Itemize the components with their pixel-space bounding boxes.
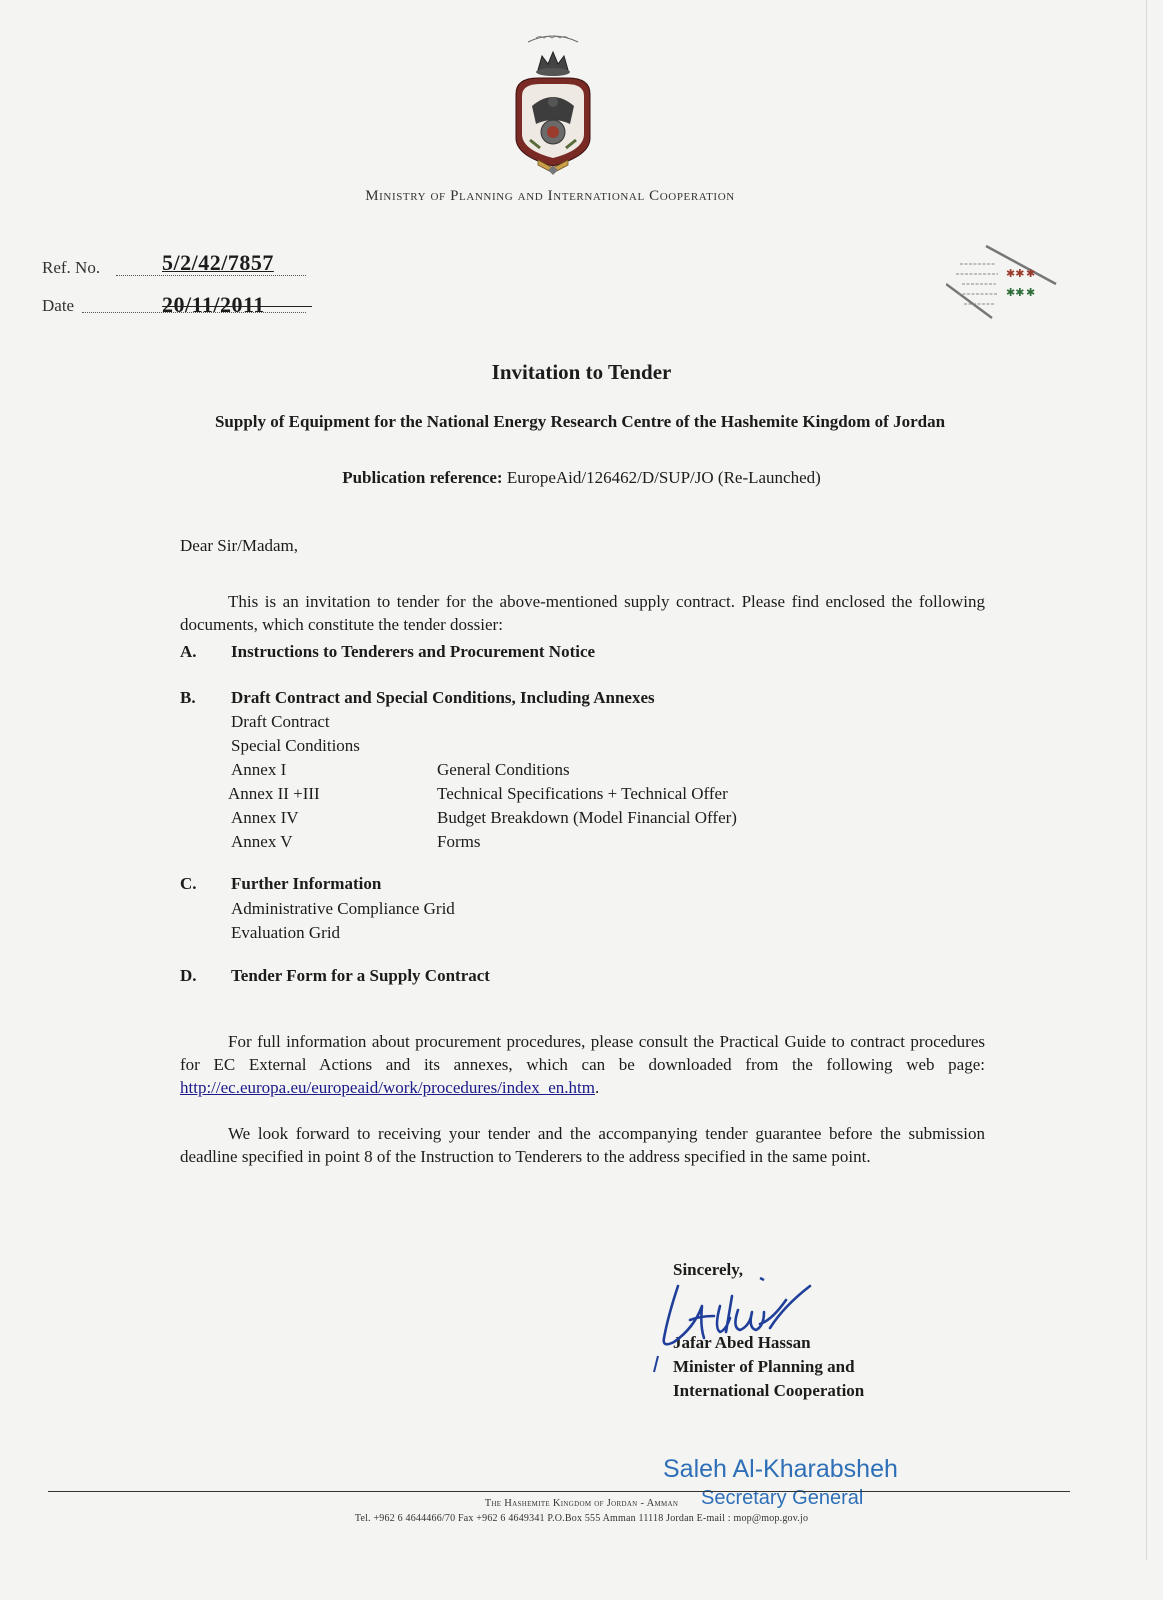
annex-description: Forms (437, 832, 481, 851)
annex-description: General Conditions (437, 760, 570, 779)
annex-name: Annex I (231, 760, 287, 779)
page-edge-shadow (1146, 0, 1147, 1560)
ref-number-label: Ref. No. (42, 258, 101, 277)
section-b-letter: B. (180, 688, 196, 707)
date-underline (162, 306, 312, 307)
ministry-seal-stamp (946, 244, 1058, 320)
publication-reference-value: EuropeAid/126462/D/SUP/JO (Re-Launched) (506, 468, 821, 487)
procurement-info-paragraph: For full information about procurement procedures, please consult the Practical Guide to contract procedures for EC External Actions and its annexes, which can be downloaded from the following web page: http://ec.europa.eu/europeaid/work/procedures/index_en.htm. (180, 1032, 985, 1097)
secretary-stamp-title: Secretary General (701, 1487, 864, 1509)
handwritten-signature (660, 1276, 860, 1356)
footer-address: The Hashemite Kingdom of Jordan - Amman (484, 1498, 679, 1509)
section-b-item: Draft Contract (231, 712, 330, 731)
signatory-title-line2: International Cooperation (673, 1381, 865, 1400)
date-value: 20/11/2011 (162, 292, 265, 317)
svg-text:✱✱: ✱✱ (1006, 267, 1025, 280)
svg-text:✱: ✱ (1026, 286, 1036, 299)
closing-paragraph: We look forward to receiving your tender and the accompanying tender guarantee before the submission deadline specified in point 8 of the Instruction to Tenderers to the address specified in the same point. (180, 1124, 985, 1166)
section-d-letter: D. (180, 966, 197, 985)
annex-name: Annex V (231, 832, 293, 851)
procurement-info-text: For full information about procurement procedures, please consult the Practical Guide to contract procedures for EC External Actions and its annexes, which can be downloaded from the following web page: (180, 1032, 985, 1074)
section-a-title: Instructions to Tenderers and Procurement Notice (231, 642, 596, 661)
section-b-item: Special Conditions (231, 736, 360, 755)
section-c-title: Further Information (231, 874, 382, 893)
section-a-letter: A. (180, 642, 197, 661)
footer-contact: Tel. +962 6 4644466/70 Fax +962 6 4649341 P.O.Box 555 Amman 11118 Jordan E-mail : mop@mop.gov.jo (354, 1513, 809, 1524)
ink-mark (652, 1355, 660, 1373)
footer-divider (48, 1491, 1070, 1492)
closing-salutation: Sincerely, (673, 1260, 744, 1279)
annex-description: Budget Breakdown (Model Financial Offer) (437, 808, 737, 827)
section-c-item: Evaluation Grid (231, 923, 341, 942)
section-c-letter: C. (180, 874, 197, 893)
signatory-name: Jafar Abed Hassan (673, 1333, 811, 1352)
date-label: Date (42, 296, 75, 315)
svg-text:✱: ✱ (1026, 267, 1036, 280)
annex-name: Annex IV (231, 808, 299, 827)
section-b-title: Draft Contract and Special Conditions, Including Annexes (231, 688, 655, 707)
annex-description: Technical Specifications + Technical Offer (437, 784, 728, 803)
europeaid-procedures-link[interactable]: http://ec.europa.eu/europeaid/work/procedures/index_en.htm (180, 1078, 595, 1097)
ref-number-value: 5/2/42/7857 (162, 250, 274, 275)
document-title: Invitation to Tender (491, 360, 672, 384)
salutation: Dear Sir/Madam, (180, 536, 299, 555)
document-subtitle: Supply of Equipment for the National Energy Research Centre of the Hashemite Kingdom of Jordan (214, 412, 946, 431)
publication-reference (0, 468, 1163, 488)
section-d-title: Tender Form for a Supply Contract (231, 966, 490, 985)
section-c-item: Administrative Compliance Grid (231, 899, 455, 918)
svg-text:✱✱: ✱✱ (1006, 286, 1025, 299)
annex-name: Annex II +III (228, 784, 320, 803)
publication-reference-label: Publication reference: (342, 468, 503, 487)
secretary-stamp-name: Saleh Al-Kharabsheh (663, 1455, 898, 1483)
signatory-title-line1: Minister of Planning and (673, 1357, 855, 1376)
intro-paragraph: This is an invitation to tender for the above-mentioned supply contract. Please find enclosed the following documents, which constitute the tender dossier: (180, 592, 985, 634)
ministry-header: Ministry of Planning and International Cooperation (365, 188, 735, 204)
coat-of-arms-emblem (508, 28, 598, 178)
